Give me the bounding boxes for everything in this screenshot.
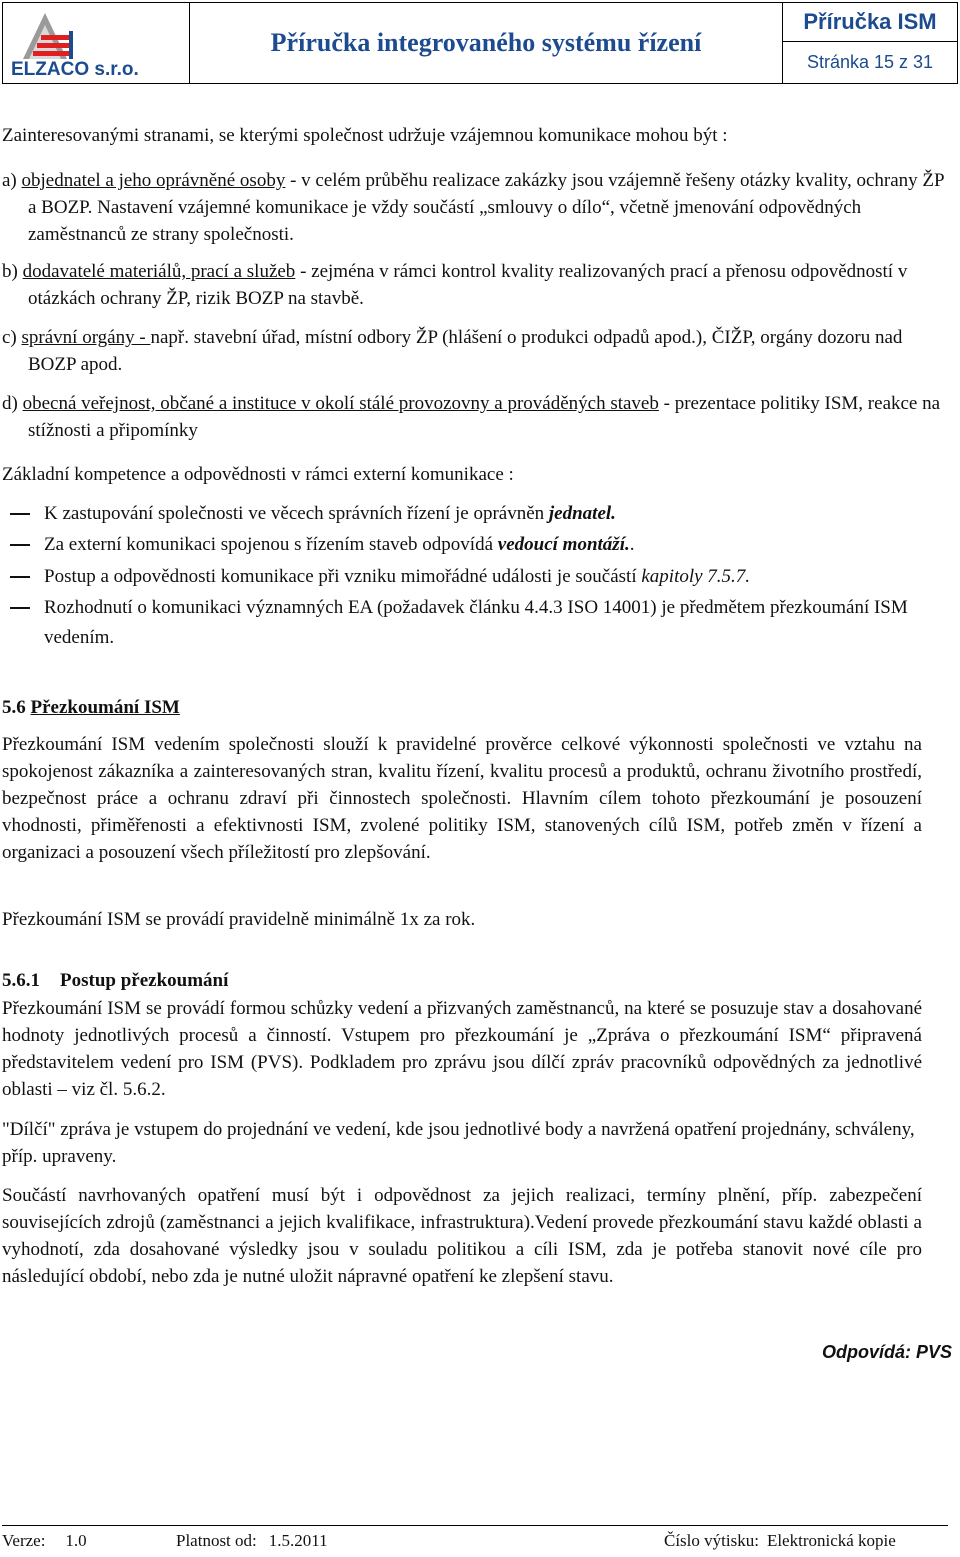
- subsection-paragraph-3: Součástí navrhovaných opatření musí být i odpovědnost za jejich realizaci, termíny plnění, příp. zabezpečení souvisejících zdrojů (zaměstnanci a jejich kvalifikace, infrastruktura).Vedení provede přezkoumání stavu každé oblasti a vyhodnotí, zda dosahované výsledky jsou v souladu politikou a cíli ISM, zda je potřeba stanovit nové cíle pro následující období, nebo zda je nutné uložit nápravné opatření ke zlepšení stavu.: [2, 1185, 922, 1287]
- bullet-item: K zastupování společnosti ve věcech správních řízení je oprávněn jednatel.: [2, 499, 952, 529]
- item-c: c) správní orgány - např. stavební úřad, místní odbory ŽP (hlášení o produkci odpadů apod.), ČIŽP, orgány dozoru nad BOZP apod.: [2, 327, 903, 375]
- section-paragraph-frequency: Přezkoumání ISM se provádí pravidelně minimálně 1x za rok.: [2, 909, 476, 930]
- bullet-item: Za externí komunikaci spojenou s řízením staveb odpovídá vedoucí montáží..: [2, 530, 952, 560]
- subsection-heading: 5.6.1 Postup přezkoumání: [2, 970, 229, 991]
- company-logo: [3, 3, 190, 83]
- item-a-term: objednatel a jeho oprávněné osoby: [21, 170, 286, 191]
- item-b-term: dodavatelé materiálů, prací a služeb: [22, 261, 296, 282]
- dash-icon: [10, 607, 30, 609]
- item-c-term: správní orgány -: [21, 327, 151, 348]
- subsection-paragraph-2: "Dílčí" zpráva je vstupem do projednání ve vedení, kde jsou jednotlivé body a navržená opatření projednány, schváleny, příp. upraveny.: [2, 1119, 915, 1167]
- section-heading: 5.6 Přezkoumání ISM: [2, 697, 180, 718]
- item-a: a) objednatel a jeho oprávněné osoby - v celém průběhu realizace zakázky jsou vzájemně řešeny otázky kvality, ochrany ŽP a BOZP. Nastavení vzájemné komunikace je vždy součástí „smlouvy o dílo“, včetně jmenování odpovědných zaměstnanců ze strany společnosti.: [2, 170, 944, 245]
- item-d: d) obecná veřejnost, občané a instituce v okolí stálé provozovny a prováděných staveb - prezentace politiky ISM, reakce na stížnosti a připomínky: [2, 393, 941, 441]
- company-name: ELZACO s.r.o.: [11, 59, 139, 80]
- page-number: Stránka 15 z 31: [806, 52, 934, 72]
- competence-title: Základní kompetence a odpovědnosti v rámci externí komunikace :: [2, 464, 514, 485]
- document-title: Příručka integrovaného systému řízení: [190, 3, 783, 83]
- footer-copy: Číslo výtisku: Elektronická kopie: [664, 1531, 896, 1550]
- responsible-person: Odpovídá: PVS: [821, 1342, 952, 1362]
- section-paragraph: Přezkoumání ISM vedením společnosti slouží k pravidelné prověrce celkové výkonnosti společnosti ve vztahu na spokojenost zákazníka a zainteresovaných stran, kvalitu řízení, kvalitu procesů a produktů, ochranu životního prostředí, bezpečnost práce a ochranu zdraví při činnostech společnosti. Hlavním cílem tohoto přezkoumání je posouzení vhodnosti, přiměřenosti a efektivnosti ISM, zvolené politiky ISM, stanovených cílů ISM, potřeb změn v řízení a organizaci a posouzení všech příležitostí pro zlepšování.: [2, 734, 922, 863]
- subsection-paragraph: Přezkoumání ISM se provádí formou schůzky vedení a přizvaných zaměstnanců, na které se posuzuje stav a dosahované hodnoty jednotlivých procesů a činností. Vstupem pro přezkoumání je „Zpráva o přezkoumání ISM“ připravená představitelem vedení pro ISM (PVS). Podkladem pro zprávu jsou dílčí zpráv pracovníků odpovědných za jednotlivé oblasti – viz čl. 5.6.2.: [2, 998, 922, 1100]
- dash-icon: [10, 513, 30, 515]
- document-short-title: Příručka ISM: [783, 3, 957, 42]
- intro-paragraph: Zainteresovanými stranami, se kterými společnost udržuje vzájemnou komunikace mohou být :: [2, 125, 728, 146]
- bullet-item: Postup a odpovědnosti komunikace při vzniku mimořádné události je součástí kapitoly 7.5.7.: [2, 562, 952, 592]
- item-b: b) dodavatelé materiálů, prací a služeb - zejména v rámci kontrol kvality realizovaných prací a přenosu odpovědností v otázkách ochrany ŽP, rizik BOZP na stavbě.: [2, 261, 908, 309]
- dash-icon: [10, 544, 30, 546]
- bullet-item: Rozhodnutí o komunikaci významných EA (požadavek článku 4.4.3 ISO 14001) je předmětem přezkoumání ISM vedením.: [2, 593, 952, 653]
- elzaco-logo-icon: [15, 9, 85, 61]
- page-header: [2, 2, 958, 84]
- footer-version: Verze: 1.0: [2, 1531, 87, 1550]
- footer-valid: Platnost od: 1.5.2011: [176, 1531, 328, 1550]
- dash-icon: [10, 576, 30, 578]
- item-d-term: obecná veřejnost, občané a instituce v okolí stálé provozovny a prováděných staveb: [22, 393, 659, 414]
- footer-divider: [2, 1525, 948, 1526]
